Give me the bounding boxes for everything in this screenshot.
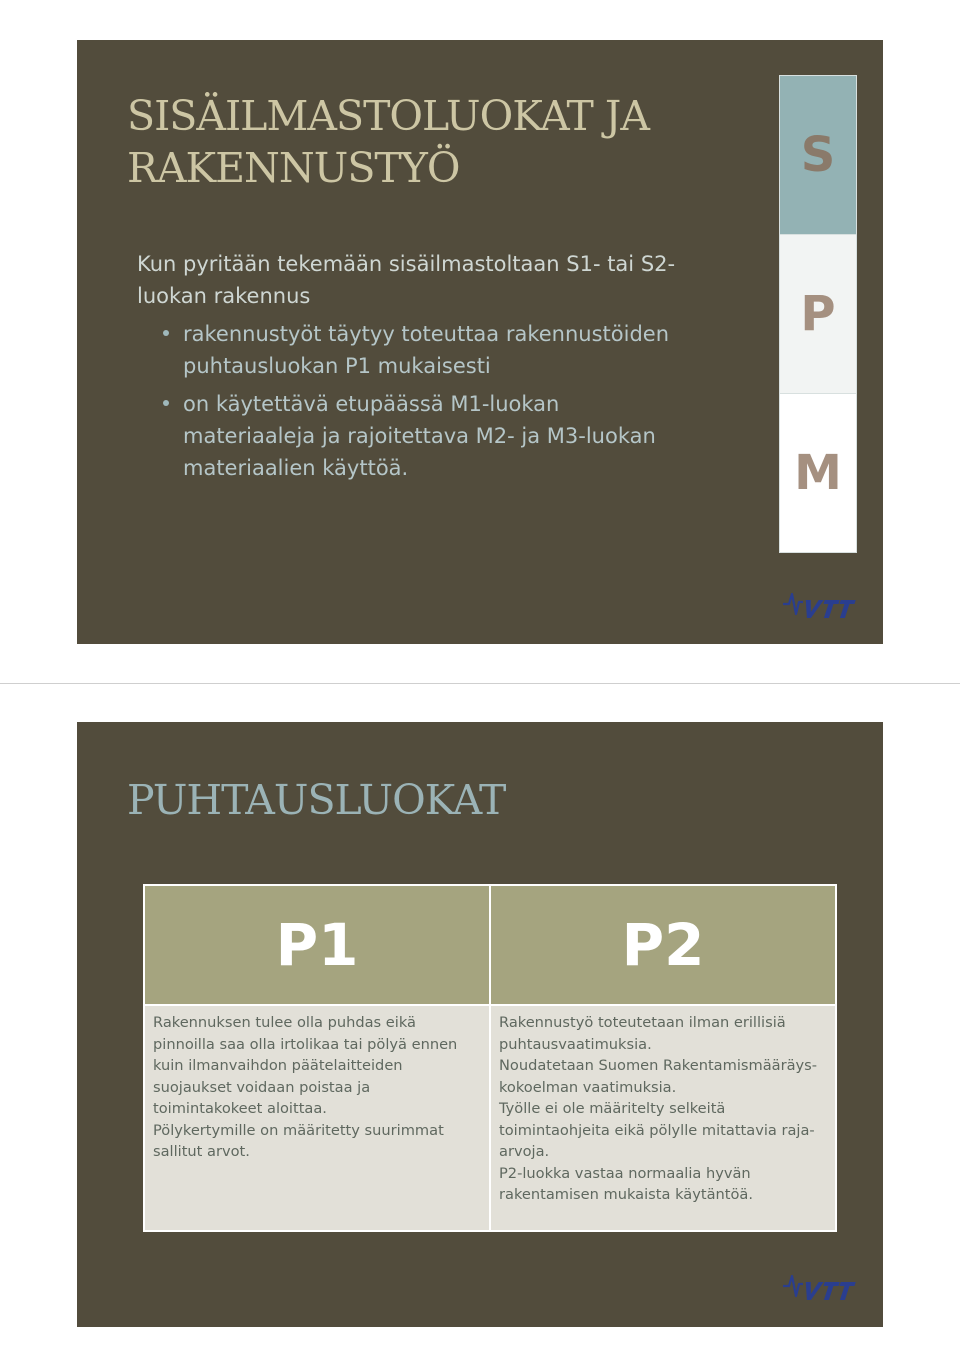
slide-indoor-climate-classes [77,40,883,644]
bullet-item [165,318,695,382]
p2-paragraph: P2-luokka vastaa normaalia hyvän rakentamisen mukaista käytäntöä. [499,1164,753,1203]
p2-paragraph: Työlle ei ole määritelty selkeitä toimintaohjeita eikä pölylle mitattavia raja-arvoja. [499,1100,815,1160]
cleanliness-table [143,884,837,1232]
p1-paragraph: Rakennuksen tulee olla puhdas eikä pinnoilla saa olla irtolikaa tai pölyä ennen kuin ilmanvaihdon päätelaitteiden suojaukset voidaan poistaa ja toimintakokeet aloittaa. [153,1014,458,1117]
page-separator [0,683,960,684]
vtt-logo [781,1272,859,1304]
p2-paragraph: Noudatetaan Suomen Rakentamismääräys-kokoelman vaatimuksia. [499,1057,818,1096]
title-line-1: SISÄILMASTOLUOKAT JA [127,92,649,140]
p1-description [145,1006,489,1230]
badge-letter-p: P [780,234,856,394]
p1-column [145,886,489,1230]
p1-heading: P1 [145,886,489,1006]
vtt-logo [781,590,859,622]
p2-heading: P2 [491,886,835,1006]
slide-title [127,90,727,194]
p2-description [491,1006,835,1230]
title-line-2: RAKENNUSTYÖ [127,144,460,192]
spm-badge [779,75,857,553]
intro-text: Kun pyritään tekemään sisäilmastoltaan S1- tai S2-luokan rakennus [137,252,676,308]
p2-paragraph: Rakennustyö toteutetaan ilman erillisiä puhtausvaatimuksia. [499,1014,786,1053]
slide-cleanliness-classes [77,722,883,1327]
p1-paragraph: Pölykertymille on määritetty suurimmat sallitut arvot. [153,1121,444,1160]
bullet-dot-icon [163,400,169,406]
badge-letter-m: M [780,394,856,552]
slide-title: PUHTAUSLUOKAT [127,776,506,824]
bullet-list [165,318,695,490]
bullet-text: on käytettävä etupäässä M1-luokan materiaaleja ja rajoitettava M2- ja M3-luokan materiaalien käyttöä. [183,392,656,480]
bullet-item [165,388,695,484]
bullet-dot-icon [163,330,169,336]
bullet-text: rakennustyöt täytyy toteuttaa rakennustöiden puhtausluokan P1 mukaisesti [183,322,670,378]
badge-letter-s: S [780,76,856,234]
p2-column [489,886,835,1230]
